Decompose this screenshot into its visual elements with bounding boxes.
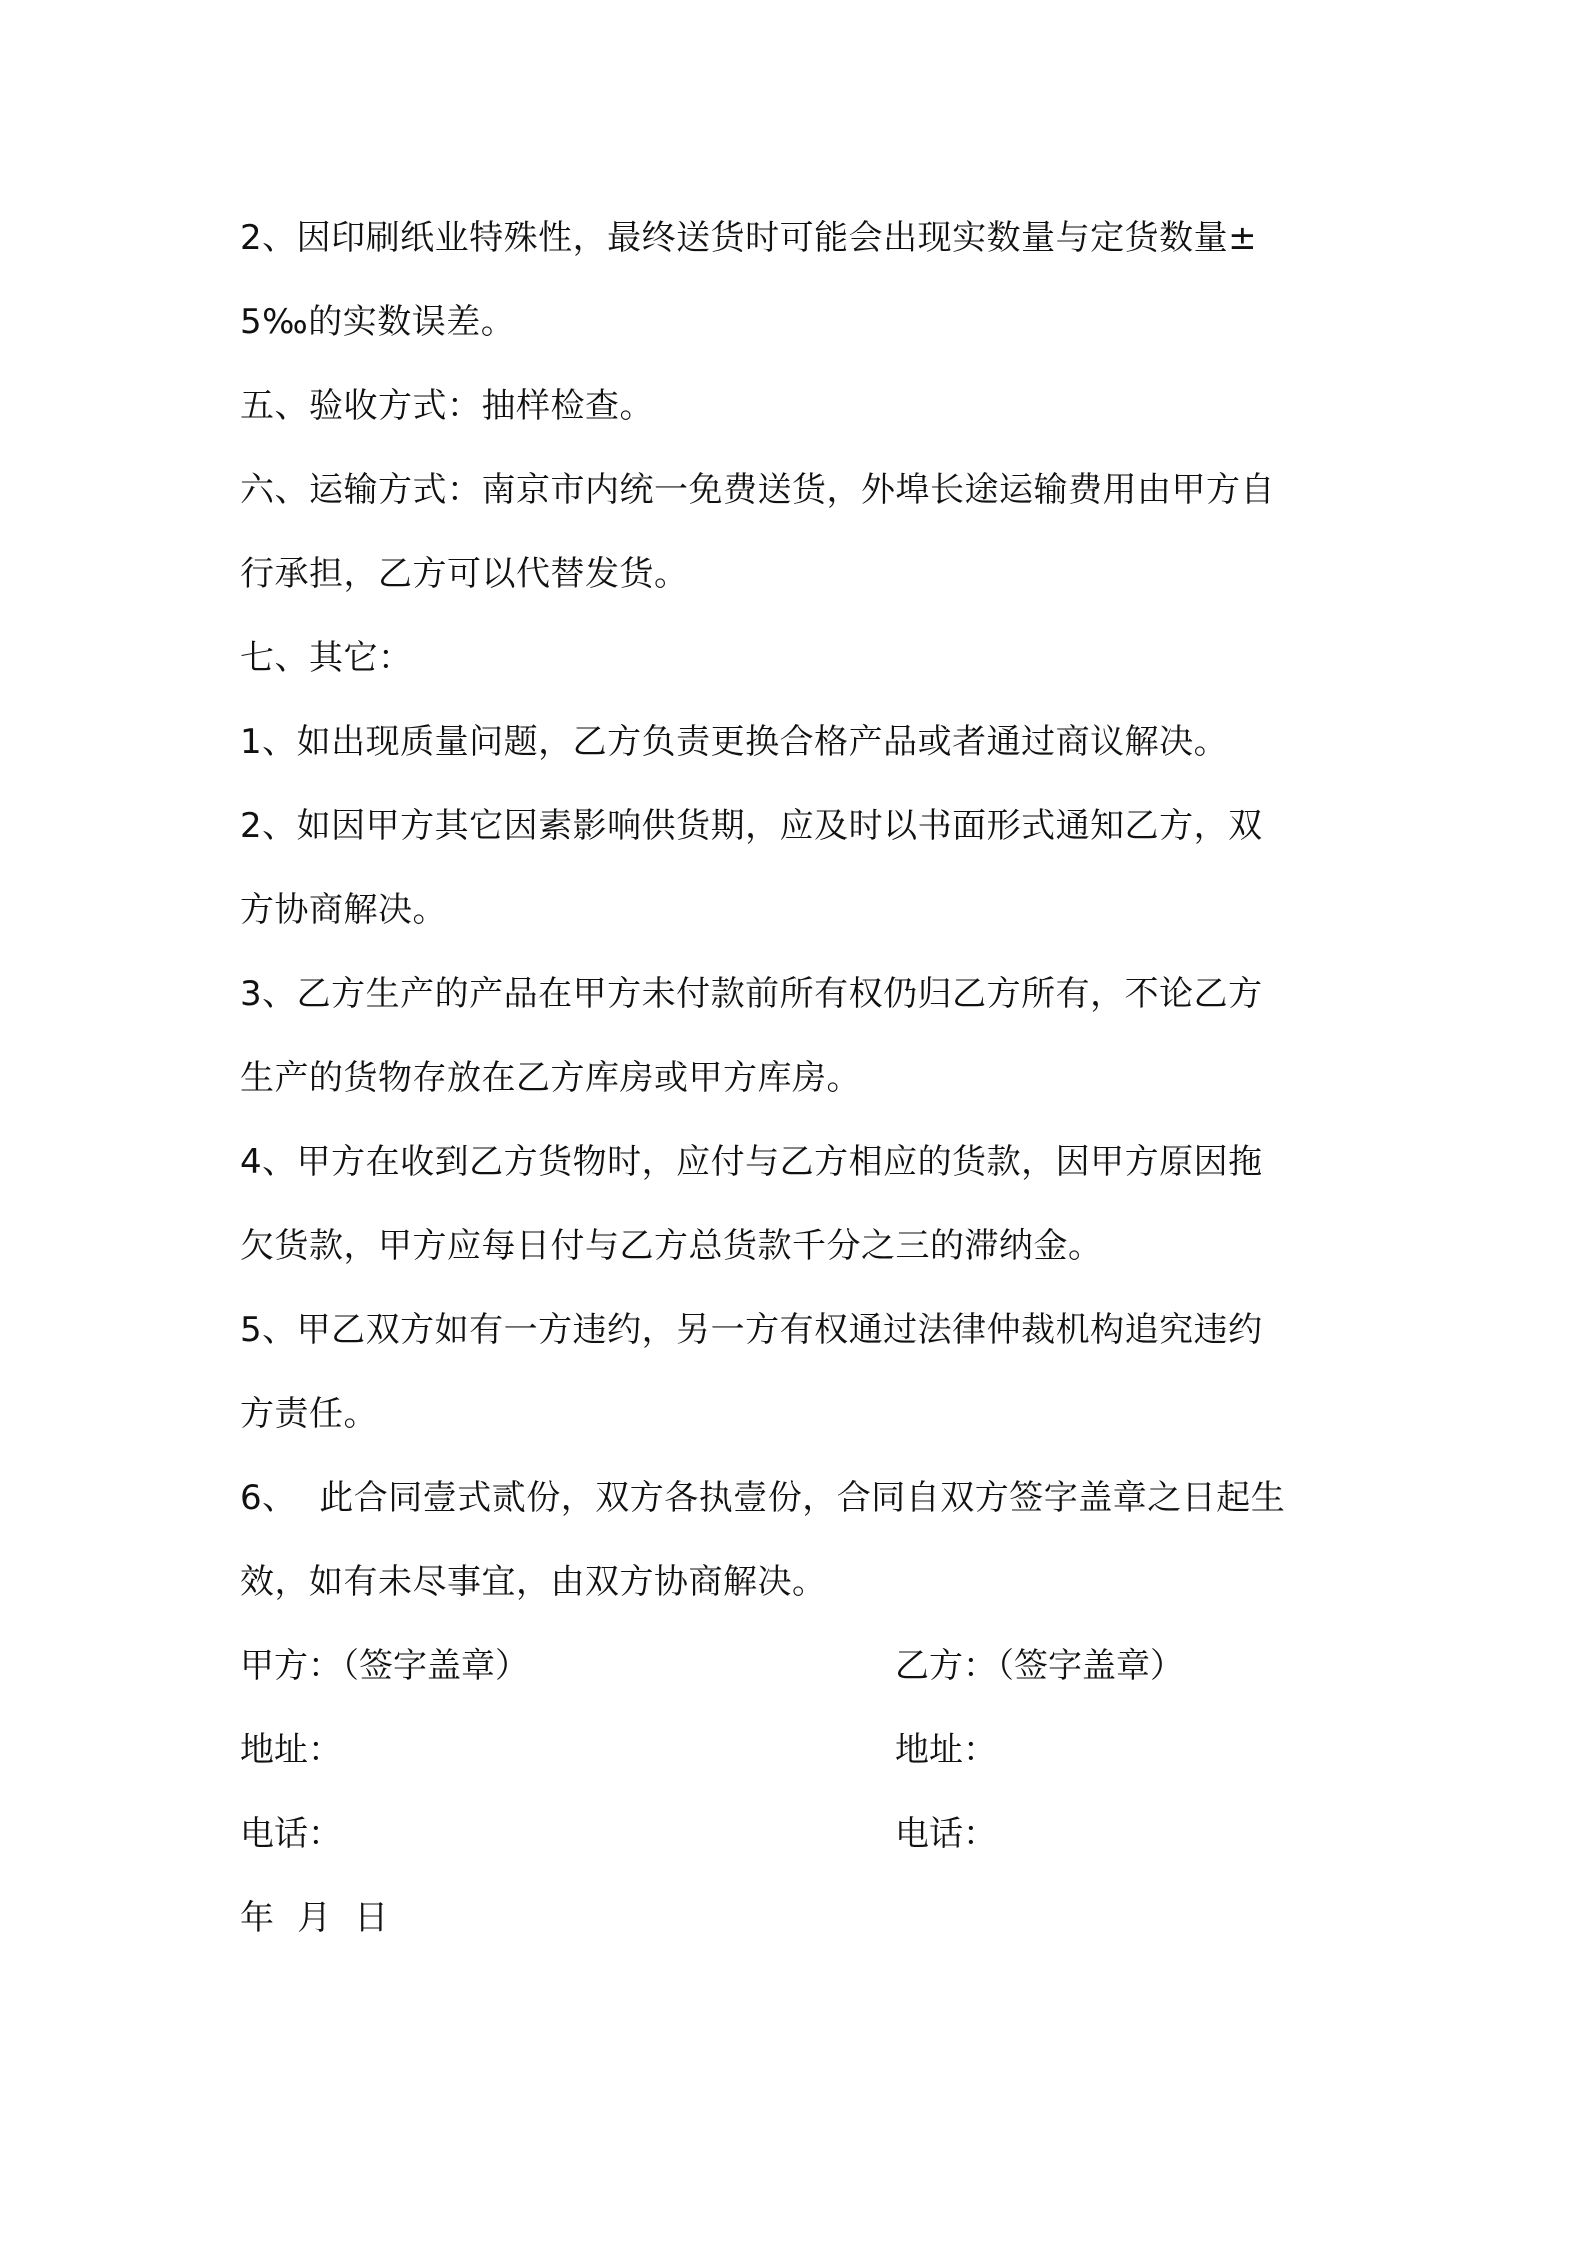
section-heading: 六、运输方式：南京市内统一免费送货，外埠长途运输费用由甲方自: [240, 470, 1275, 510]
text-line: 5、甲乙双方如有一方违约，另一方有权通过法律仲裁机构追究违约: [240, 1310, 1263, 1350]
text-line: 5‰的实数误差。: [240, 302, 516, 342]
text-line: 方协商解决。: [240, 890, 447, 930]
text-line: 欠货款，甲方应每日付与乙方总货款千分之三的滞纳金。: [240, 1226, 1103, 1266]
section-heading: 七、其它：: [240, 638, 413, 678]
text-line: 方责任。: [240, 1394, 378, 1434]
text-line: 2、因印刷纸业特殊性，最终送货时可能会出现实数量与定货数量±: [240, 218, 1258, 258]
text-line: 3、乙方生产的产品在甲方未付款前所有权仍归乙方所有，不论乙方: [240, 974, 1263, 1014]
text-line: 4、甲方在收到乙方货物时，应付与乙方相应的货款，因甲方原因拖: [240, 1142, 1263, 1182]
text-line: 行承担，乙方可以代替发货。: [240, 554, 689, 594]
party-b-phone-label: 电话：: [895, 1814, 997, 1854]
party-b-address-label: 地址：: [895, 1730, 997, 1770]
party-a-address-label: 地址：: [240, 1730, 342, 1770]
text-line: 效，如有未尽事宜，由双方协商解决。: [240, 1562, 827, 1602]
contract-body: [240, 196, 1370, 1960]
party-a-phone-label: 电话：: [240, 1814, 342, 1854]
text-line: 2、如因甲方其它因素影响供货期，应及时以书面形式通知乙方，双: [240, 806, 1263, 846]
party-b-signature-label: 乙方：（签字盖章）: [895, 1646, 1184, 1686]
address-row: [240, 1708, 1370, 1792]
signature-row: [240, 1624, 1370, 1708]
text-line: 6、 此合同壹式贰份，双方各执壹份，合同自双方签字盖章之日起生: [240, 1478, 1286, 1518]
phone-row: [240, 1792, 1370, 1876]
section-heading: 五、验收方式：抽样检查。: [240, 386, 654, 426]
text-line: 生产的货物存放在乙方库房或甲方库房。: [240, 1058, 861, 1098]
date-line: 年 月 日: [240, 1898, 389, 1938]
party-a-signature-label: 甲方：（签字盖章）: [240, 1646, 529, 1686]
text-line: 1、如出现质量问题，乙方负责更换合格产品或者通过商议解决。: [240, 722, 1229, 762]
